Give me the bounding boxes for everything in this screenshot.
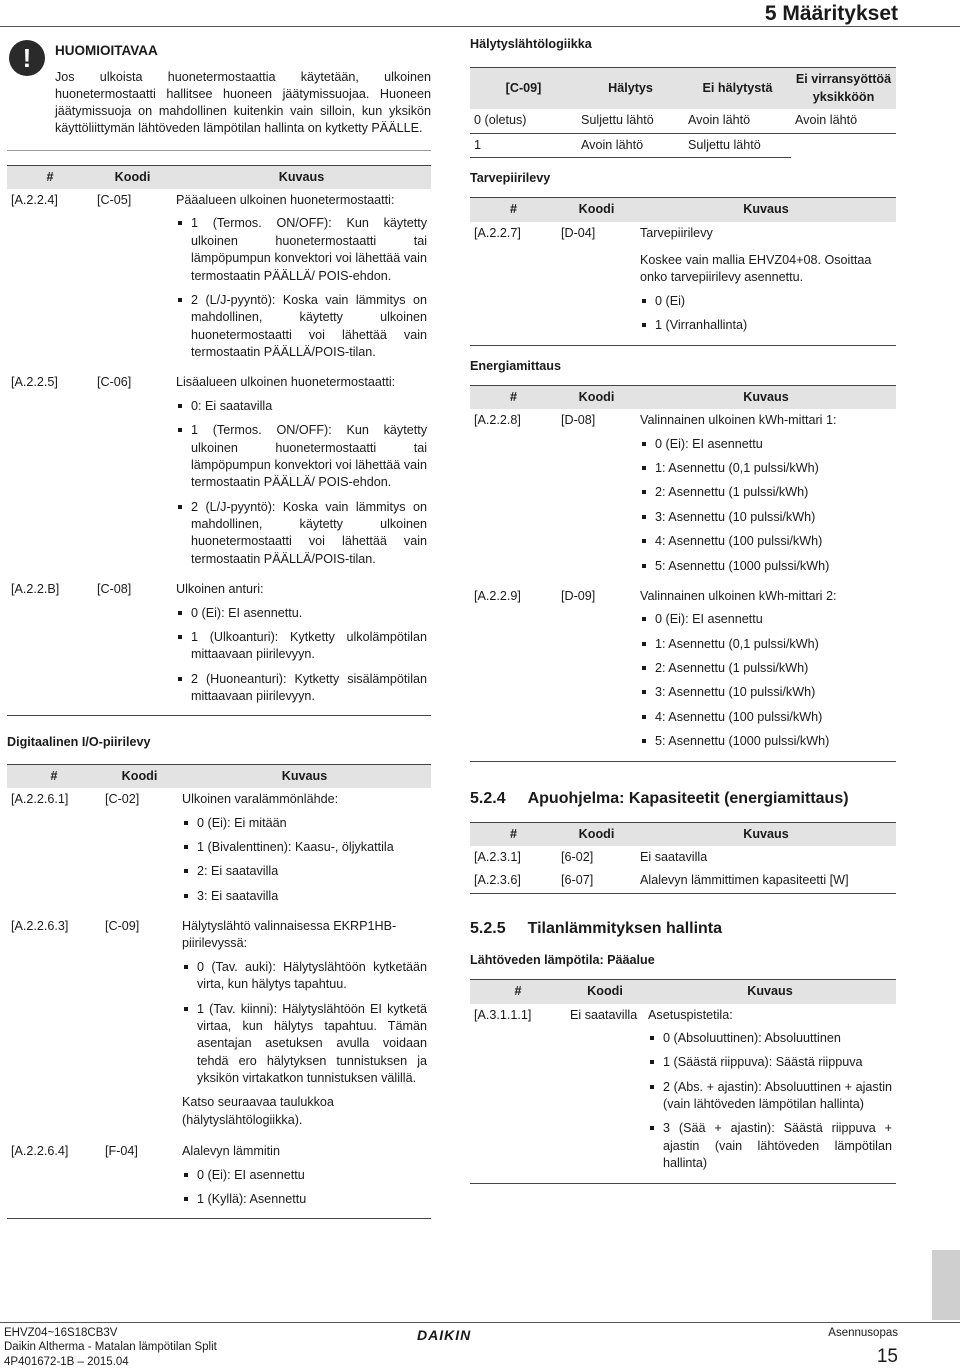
header-hash: #: [7, 165, 93, 189]
list-item: 1: Asennettu (0,1 pulssi/kWh): [640, 460, 892, 477]
setpoint-table: [470, 979, 896, 1183]
footer-doc: 4P401672-1B – 2015.04: [4, 1355, 129, 1368]
list-item: 2: Asennettu (1 pulssi/kWh): [640, 484, 892, 501]
right-column: [470, 36, 896, 1184]
table-row: [470, 1004, 896, 1184]
header-hash: #: [470, 198, 557, 222]
footer-left: [4, 1326, 217, 1369]
list-item: 2 (L/J-pyyntö): Koska vain lämmitys on mahdollinen, käytetty ulkoinen huonetermostaatti voi lähettää vain termostaatin PÄÄLLÄ/POIS-tilan.: [176, 499, 427, 569]
footer-product: Daikin Altherma - Matalan lämpötilan Split: [4, 1341, 217, 1354]
table-header: [470, 822, 896, 846]
row-title: Alalevyn lämmitin: [182, 1144, 280, 1159]
alarm-logic-title: Hälytyslähtölogiikka: [470, 37, 592, 51]
list-item: 2: Ei saatavilla: [182, 863, 427, 880]
list-item: 1 (Tav. kiinni): Hälytyslähtöön EI kytketä virtaa, kun hälytys tapahtuu. Tämän asentajan asetuksen avulla voidaan tehdä ero hälytyksen tunnistuksen ja yksikön virtakatkon tunnistuksen välillä.: [182, 1001, 427, 1088]
section-number: 5.2.5: [470, 919, 506, 937]
tarvepiirilevy-title: Tarvepiirilevy: [470, 170, 551, 185]
row-code: [C-08]: [93, 578, 172, 716]
header-desc: Kuvaus: [636, 822, 896, 846]
row-desc: [636, 409, 896, 585]
row-hash: [A.2.2.6.1]: [11, 792, 69, 807]
table-header: [470, 68, 896, 109]
row-code: [D-04]: [557, 222, 636, 345]
list-item: 1 (Termos. ON/OFF): Kun käytetty ulkoinen huonetermostaatti tai lämpöpumpun konvektori voi lähettää vain termostaatin PÄÄLLÄ/ POIS-ehdon.: [176, 215, 427, 285]
header-desc: Kuvaus: [178, 764, 431, 788]
row-title: Valinnainen ulkoinen kWh-mittari 2:: [640, 588, 837, 603]
row-title: Tarvepiirilevy: [640, 225, 713, 240]
alarm-cell: Suljettu lähtö: [577, 109, 684, 133]
daikin-logo: DAIKIN: [417, 1327, 472, 1343]
list-item: 1 (Kyllä): Asennettu: [182, 1191, 427, 1208]
list-item: 5: Asennettu (1000 pulssi/kWh): [640, 558, 892, 575]
header-code: Koodi: [93, 165, 172, 189]
warning-box: [7, 36, 431, 151]
row-hash: [A.2.3.6]: [470, 869, 557, 893]
external-thermostat-table: [7, 165, 431, 717]
row-hash: [A.2.2.4]: [11, 193, 58, 207]
alarm-header-3: Ei virransyöttöä yksikköön: [791, 68, 896, 109]
list-item: 1 (Ulkoanturi): Kytketty ulkolämpötilan mittaavaan piirilevyyn.: [176, 629, 427, 664]
header-code: Koodi: [557, 385, 636, 409]
energiamittaus-title: Energiamittaus: [470, 358, 561, 373]
alarm-cell: 1: [470, 133, 577, 157]
header-hash: #: [470, 822, 557, 846]
header-desc: Kuvaus: [172, 165, 431, 189]
row-desc: [644, 1004, 896, 1184]
alarm-cell: Avoin lähtö: [577, 133, 684, 157]
table-row: [7, 915, 431, 1140]
digital-io-table: [7, 764, 431, 1220]
row-hash: [A.2.2.7]: [470, 222, 557, 345]
table-row: [7, 371, 431, 578]
list-item: 1 (Bivalenttinen): Kaasu-, öljykattila: [182, 839, 427, 856]
row-hash: [A.2.2.9]: [470, 585, 557, 761]
table-header: [7, 165, 431, 189]
table-header: [7, 764, 431, 788]
table-header: [470, 385, 896, 409]
digital-io-title: Digitaalinen I/O-piirilevy: [7, 735, 151, 750]
row-hash: [A.2.2.6.3]: [11, 919, 69, 933]
alarm-header-2: Ei hälytystä: [684, 68, 791, 109]
warning-title: HUOMIOITAVAA: [55, 43, 158, 58]
list-item: 0 (Ei): EI asennettu: [640, 436, 892, 453]
table-row: [470, 846, 896, 869]
row-hash: [A.2.2.6.4]: [7, 1140, 101, 1219]
row-code: Ei saatavilla: [566, 1004, 644, 1184]
table-row: [470, 222, 896, 345]
row-desc: Alalevyn lämmittimen kapasiteetti [W]: [636, 869, 896, 893]
row-hash: [A.2.2.5]: [11, 375, 58, 390]
row-hash: [A.3.1.1.1]: [470, 1004, 566, 1184]
list-item: 0 (Absoluuttinen): Absoluuttinen: [648, 1030, 892, 1047]
page-number: 15: [876, 1346, 898, 1367]
header-desc: Kuvaus: [636, 385, 896, 409]
header-desc: Kuvaus: [636, 198, 896, 222]
list-item: 0 (Ei): EI asennettu: [182, 1167, 427, 1184]
header-code: Koodi: [557, 198, 636, 222]
table-row: [470, 409, 896, 585]
alarm-cell: Suljettu lähtö: [684, 133, 791, 157]
row-title: Ulkoinen anturi:: [176, 582, 264, 597]
section-525-heading: [470, 918, 896, 940]
header-hash: #: [470, 385, 557, 409]
section-title: Tilanlämmityksen hallinta: [527, 919, 723, 937]
row-hash: [A.2.3.1]: [474, 849, 521, 864]
alarm-cell: Avoin lähtö: [684, 109, 791, 133]
list-item: 0 (Ei): EI asennettu.: [176, 605, 427, 622]
energiamittaus-table: [470, 385, 896, 762]
list-item: 3: Asennettu (10 pulssi/kWh): [640, 509, 892, 526]
list-item: 0 (Ei): EI asennettu: [640, 611, 892, 628]
alarm-cell: [791, 133, 896, 157]
list-item: 4: Asennettu (100 pulssi/kWh): [640, 533, 892, 550]
left-column: [7, 36, 431, 1219]
list-item: 0 (Ei): Ei mitään: [182, 815, 427, 832]
list-item: 3 (Sää + ajastin): Säästä riippuva + ajastin (vain lähtöveden lämpötilan hallinta): [648, 1120, 892, 1172]
alarm-cell: Avoin lähtö: [791, 109, 896, 133]
row-hash: [A.2.2.B]: [7, 578, 93, 716]
row-code: [C-02]: [105, 792, 140, 807]
row-desc: Ei saatavilla: [640, 849, 708, 864]
row-desc: [172, 189, 431, 371]
row-title: Lisäalueen ulkoinen huonetermostaatti:: [176, 375, 396, 390]
header-hash: #: [7, 764, 101, 788]
capacity-table: [470, 822, 896, 894]
row-desc: [178, 788, 431, 915]
table-row: [7, 1140, 431, 1219]
row-note: Katso seuraavaa taulukkoa (hälytyslähtölogiikka).: [182, 1095, 334, 1127]
row-title: Hälytyslähtö valinnaisessa EKRP1HB-piirilevyssä:: [182, 919, 397, 951]
header-hash: #: [470, 980, 566, 1004]
list-item: 3: Asennettu (10 pulssi/kWh): [640, 684, 892, 701]
footer-rule: [0, 1322, 960, 1323]
alarm-cell: 0 (oletus): [470, 109, 577, 133]
alarm-header-1: Hälytys: [577, 68, 684, 109]
table-row: [470, 109, 896, 133]
table-row: [7, 189, 431, 371]
table-row: [470, 585, 896, 761]
row-code: [D-08]: [561, 413, 596, 428]
row-text: Koskee vain mallia EHVZ04+08. Osoittaa onko tarvepiirilevy asennettu.: [640, 253, 872, 285]
row-title: Asetuspistetila:: [648, 1007, 733, 1022]
table-row: [470, 133, 896, 157]
row-code: [D-09]: [557, 585, 636, 761]
list-item: 2 (Huoneanturi): Kytketty sisälämpötilan mittaavaan piirilevyyn.: [176, 671, 427, 706]
footer-model: EHVZ04~16S18CB3V: [4, 1327, 118, 1339]
header-code: Koodi: [566, 980, 644, 1004]
list-item: 2: Asennettu (1 pulssi/kWh): [640, 660, 892, 677]
section-number: 5.2.4: [470, 789, 506, 807]
alarm-logic-table: [470, 67, 896, 158]
table-header: [470, 198, 896, 222]
page-tab-marker: [932, 1250, 960, 1320]
row-desc: [636, 585, 896, 761]
row-desc: [178, 1140, 431, 1219]
header-rule: [0, 26, 960, 27]
row-code: [F-04]: [101, 1140, 178, 1219]
row-title: Valinnainen ulkoinen kWh-mittari 1:: [640, 413, 837, 428]
table-row: [470, 869, 896, 893]
row-title: Pääalueen ulkoinen huonetermostaatti:: [176, 193, 395, 207]
row-title: Ulkoinen varalämmönlähde:: [182, 792, 339, 807]
list-item: 1 (Termos. ON/OFF): Kun käytetty ulkoinen huonetermostaatti tai lämpöpumpun konvektori voi lähettää vain termostaatin PÄÄLLÄ/ POIS-ehdon.: [176, 422, 427, 492]
footer-manual: Asennusopas: [828, 1327, 898, 1339]
row-desc: [172, 371, 431, 578]
header-desc: Kuvaus: [644, 980, 896, 1004]
row-code: [C-05]: [97, 193, 132, 207]
section-525-subtitle: Lähtöveden lämpötila: Pääalue: [470, 952, 655, 967]
section-header: 5 Määritykset: [764, 2, 898, 25]
row-desc: [636, 222, 896, 345]
row-code: [C-09]: [105, 919, 140, 933]
list-item: 5: Asennettu (1000 pulssi/kWh): [640, 733, 892, 750]
list-item: 2 (L/J-pyyntö): Koska vain lämmitys on mahdollinen, käytetty ulkoinen huonetermostaatti voi lähettää vain termostaatin PÄÄLLÄ/POIS-tilan.: [176, 292, 427, 362]
table-row: [7, 788, 431, 915]
list-item: 0 (Tav. auki): Hälytyslähtöön kytketään virta, kun hälytys tapahtuu.: [182, 959, 427, 994]
row-code: [6-07]: [557, 869, 636, 893]
row-desc: [178, 915, 431, 1140]
alarm-header-0: [C-09]: [470, 68, 577, 109]
header-code: Koodi: [557, 822, 636, 846]
list-item: 1 (Säästä riippuva): Säästä riippuva: [648, 1054, 892, 1071]
table-row: [7, 578, 431, 716]
row-code: [C-06]: [97, 375, 132, 390]
tarvepiirilevy-table: [470, 197, 896, 345]
list-item: 1 (Virranhallinta): [640, 317, 892, 334]
list-item: 0: Ei saatavilla: [176, 398, 427, 415]
row-desc: [172, 578, 431, 716]
section-524-heading: [470, 788, 896, 810]
row-hash: [A.2.2.8]: [474, 413, 521, 428]
list-item: 3: Ei saatavilla: [182, 888, 427, 905]
list-item: 4: Asennettu (100 pulssi/kWh): [640, 709, 892, 726]
table-header: [470, 980, 896, 1004]
row-code: [6-02]: [561, 849, 594, 864]
exclamation-icon: !: [9, 40, 45, 76]
warning-text: Jos ulkoista huonetermostaattia käytetään, ulkoinen huonetermostaatti hallitsee huoneen jäätymissuojaa. Huoneen jäätymissuoja on mahdollinen kuitenkin vain silloin, kun yksikön käyttöliittymän lähtöveden lämpötilan hallinta on kytketty PÄÄLLE.: [55, 69, 431, 136]
list-item: 0 (Ei): [640, 293, 892, 310]
section-title: Apuohjelma: Kapasiteetit (energiamittaus): [527, 789, 849, 807]
header-code: Koodi: [101, 764, 178, 788]
list-item: 1: Asennettu (0,1 pulssi/kWh): [640, 636, 892, 653]
list-item: 2 (Abs. + ajastin): Absoluuttinen + ajastin (vain lähtöveden lämpötilan hallinta): [648, 1079, 892, 1114]
